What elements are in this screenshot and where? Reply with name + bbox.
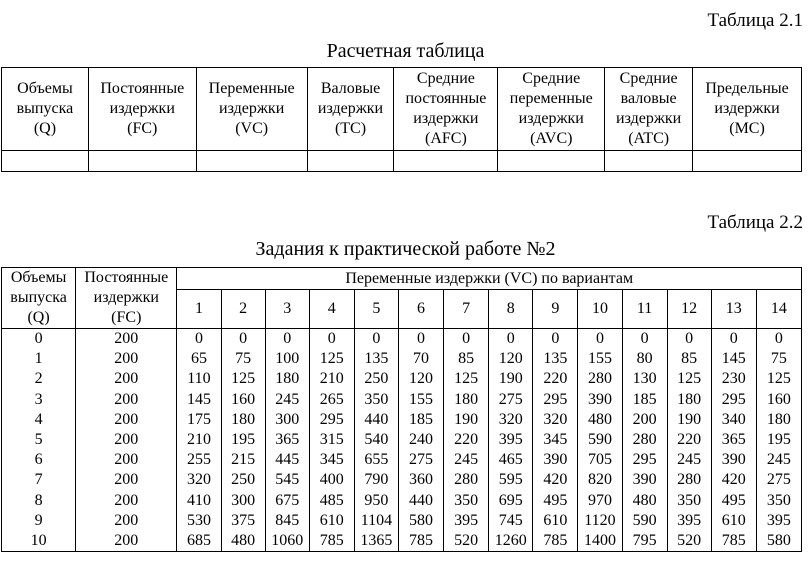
cell-vc: 250 xyxy=(354,369,398,389)
calculation-table-header-row xyxy=(2,68,802,151)
header-line: (MC) xyxy=(729,120,765,137)
table-row xyxy=(2,369,802,389)
cell-vc: 745 xyxy=(489,511,533,531)
cell-q: 2 xyxy=(2,369,76,389)
header-line: Средние xyxy=(416,70,475,87)
cell-vc: 390 xyxy=(711,450,756,470)
cell-q: 1 xyxy=(2,349,76,369)
cell-vc: 685 xyxy=(177,531,221,552)
empty-cell[interactable] xyxy=(2,151,89,172)
column-header xyxy=(88,68,196,151)
cell-vc: 190 xyxy=(667,410,711,430)
cell-vc: 320 xyxy=(533,410,578,430)
cell-fc: 200 xyxy=(76,349,177,369)
cell-vc: 125 xyxy=(444,369,489,389)
cell-vc: 785 xyxy=(309,531,354,552)
table-row xyxy=(2,430,802,450)
table-row xyxy=(2,390,802,410)
cell-q: 0 xyxy=(2,329,76,350)
cell-vc: 970 xyxy=(578,491,622,511)
cell-vc: 135 xyxy=(354,349,398,369)
cell-vc: 85 xyxy=(667,349,711,369)
header-line: выпуска xyxy=(10,289,67,306)
cell-q: 10 xyxy=(2,531,76,552)
header-line: постоянные xyxy=(405,90,487,107)
cell-vc: 250 xyxy=(221,470,265,490)
cell-vc: 0 xyxy=(221,329,265,350)
cell-vc: 350 xyxy=(444,491,489,511)
cell-vc: 485 xyxy=(309,491,354,511)
cell-vc: 220 xyxy=(667,430,711,450)
cell-vc: 295 xyxy=(622,450,667,470)
cell-q: 5 xyxy=(2,430,76,450)
cell-vc: 70 xyxy=(398,349,443,369)
cell-vc: 110 xyxy=(177,369,221,389)
cell-vc: 345 xyxy=(533,430,578,450)
cell-vc: 130 xyxy=(622,369,667,389)
cell-vc: 345 xyxy=(309,450,354,470)
table-row xyxy=(2,410,802,430)
empty-cell[interactable] xyxy=(693,151,802,172)
cell-vc: 185 xyxy=(398,410,443,430)
column-header xyxy=(307,68,394,151)
variant-header: 13 xyxy=(711,290,756,329)
table-row xyxy=(2,491,802,511)
cell-vc: 790 xyxy=(354,470,398,490)
cell-vc: 160 xyxy=(756,390,801,410)
header-line: Валовые xyxy=(320,80,381,97)
table1-caption: Таблица 2.1 xyxy=(707,10,803,31)
cell-vc: 465 xyxy=(489,450,533,470)
cell-vc: 675 xyxy=(265,491,309,511)
header-line: издержки xyxy=(616,110,682,127)
cell-vc: 75 xyxy=(756,349,801,369)
header-line: Средние xyxy=(619,70,678,87)
cell-fc: 200 xyxy=(76,511,177,531)
cell-vc: 180 xyxy=(756,410,801,430)
cell-vc: 275 xyxy=(398,450,443,470)
cell-vc: 0 xyxy=(622,329,667,350)
header-line: Постоянные xyxy=(100,80,185,97)
cell-vc: 580 xyxy=(756,531,801,552)
table2-caption: Таблица 2.2 xyxy=(707,212,803,233)
cell-vc: 155 xyxy=(398,390,443,410)
header-variable-costs: Переменные издержки (VC) по вариантам xyxy=(177,268,802,290)
cell-vc: 0 xyxy=(398,329,443,350)
cell-vc: 480 xyxy=(578,410,622,430)
cell-vc: 350 xyxy=(667,491,711,511)
header-fixed-costs xyxy=(76,268,177,329)
cell-vc: 1400 xyxy=(578,531,622,552)
cell-vc: 365 xyxy=(711,430,756,450)
cell-vc: 180 xyxy=(265,369,309,389)
cell-vc: 795 xyxy=(622,531,667,552)
cell-vc: 0 xyxy=(756,329,801,350)
header-line: издержки xyxy=(413,110,479,127)
header-line: Объемы xyxy=(17,80,73,97)
table-row xyxy=(2,511,802,531)
cell-vc: 0 xyxy=(265,329,309,350)
empty-cell[interactable] xyxy=(307,151,394,172)
column-header xyxy=(196,68,307,151)
header-line: валовые xyxy=(620,90,677,107)
cell-vc: 300 xyxy=(221,491,265,511)
header-line: издержки xyxy=(219,100,285,117)
cell-vc: 300 xyxy=(265,410,309,430)
cell-vc: 180 xyxy=(444,390,489,410)
cell-vc: 340 xyxy=(711,410,756,430)
table2-title: Задания к практической работе №2 xyxy=(255,238,556,260)
cell-vc: 705 xyxy=(578,450,622,470)
cell-vc: 420 xyxy=(711,470,756,490)
cell-vc: 610 xyxy=(309,511,354,531)
cell-vc: 295 xyxy=(533,390,578,410)
variant-header: 2 xyxy=(221,290,265,329)
cell-vc: 245 xyxy=(444,450,489,470)
cell-vc: 410 xyxy=(177,491,221,511)
cell-vc: 0 xyxy=(489,329,533,350)
cell-vc: 350 xyxy=(354,390,398,410)
cell-vc: 545 xyxy=(265,470,309,490)
cell-vc: 0 xyxy=(354,329,398,350)
cell-vc: 655 xyxy=(354,450,398,470)
table-row xyxy=(2,531,802,552)
cell-vc: 245 xyxy=(667,450,711,470)
cell-vc: 395 xyxy=(667,511,711,531)
cell-vc: 390 xyxy=(578,390,622,410)
cell-vc: 85 xyxy=(444,349,489,369)
empty-cell[interactable] xyxy=(196,151,307,172)
cell-vc: 195 xyxy=(756,430,801,450)
cell-q: 7 xyxy=(2,470,76,490)
cell-vc: 230 xyxy=(711,369,756,389)
cell-vc: 180 xyxy=(221,410,265,430)
cell-vc: 580 xyxy=(398,511,443,531)
cell-vc: 215 xyxy=(221,450,265,470)
cell-vc: 0 xyxy=(177,329,221,350)
header-line: (Q) xyxy=(27,309,50,326)
cell-vc: 120 xyxy=(489,349,533,369)
cell-vc: 360 xyxy=(398,470,443,490)
cell-q: 4 xyxy=(2,410,76,430)
cell-vc: 280 xyxy=(444,470,489,490)
cell-vc: 80 xyxy=(622,349,667,369)
cell-vc: 275 xyxy=(756,470,801,490)
cell-fc: 200 xyxy=(76,450,177,470)
variant-header: 7 xyxy=(444,290,489,329)
cell-q: 6 xyxy=(2,450,76,470)
cell-vc: 495 xyxy=(533,491,578,511)
cell-vc: 160 xyxy=(221,390,265,410)
cell-vc: 220 xyxy=(533,369,578,389)
cell-vc: 445 xyxy=(265,450,309,470)
header-line: издержки xyxy=(714,100,780,117)
table-row xyxy=(2,329,802,350)
variant-header: 12 xyxy=(667,290,711,329)
header-line: (ATC) xyxy=(628,130,670,147)
cell-vc: 0 xyxy=(533,329,578,350)
header-line: (VC) xyxy=(235,120,269,137)
cell-vc: 1060 xyxy=(265,531,309,552)
cell-vc: 220 xyxy=(444,430,489,450)
header-line: выпуска xyxy=(16,100,74,117)
cell-vc: 180 xyxy=(667,390,711,410)
cell-vc: 320 xyxy=(489,410,533,430)
header-line: (FC) xyxy=(111,309,142,326)
cell-vc: 390 xyxy=(533,450,578,470)
variant-header: 8 xyxy=(489,290,533,329)
cell-vc: 1260 xyxy=(489,531,533,552)
cell-vc: 480 xyxy=(622,491,667,511)
empty-cell[interactable] xyxy=(394,151,498,172)
header-line: (AFC) xyxy=(425,130,467,147)
cell-vc: 590 xyxy=(578,430,622,450)
cell-vc: 280 xyxy=(622,430,667,450)
cell-vc: 395 xyxy=(489,430,533,450)
cell-vc: 610 xyxy=(711,511,756,531)
cell-vc: 65 xyxy=(177,349,221,369)
variant-header: 9 xyxy=(533,290,578,329)
cell-vc: 295 xyxy=(309,410,354,430)
cell-fc: 200 xyxy=(76,329,177,350)
cell-vc: 125 xyxy=(221,369,265,389)
header-line: Объемы xyxy=(10,269,67,286)
header-line: переменные xyxy=(509,90,593,107)
cell-vc: 480 xyxy=(221,531,265,552)
cell-vc: 200 xyxy=(622,410,667,430)
cell-fc: 200 xyxy=(76,390,177,410)
cell-vc: 75 xyxy=(221,349,265,369)
cell-vc: 695 xyxy=(489,491,533,511)
variant-header: 1 xyxy=(177,290,221,329)
cell-vc: 315 xyxy=(309,430,354,450)
cell-vc: 785 xyxy=(398,531,443,552)
table-row xyxy=(2,450,802,470)
table1-title: Расчетная таблица xyxy=(326,40,485,62)
assignment-table-header-row xyxy=(2,268,802,290)
cell-vc: 240 xyxy=(398,430,443,450)
cell-vc: 350 xyxy=(756,491,801,511)
cell-vc: 0 xyxy=(667,329,711,350)
cell-vc: 320 xyxy=(177,470,221,490)
variant-header: 11 xyxy=(622,290,667,329)
cell-vc: 950 xyxy=(354,491,398,511)
cell-q: 3 xyxy=(2,390,76,410)
header-line: (TC) xyxy=(334,120,367,137)
cell-vc: 280 xyxy=(667,470,711,490)
cell-vc: 210 xyxy=(309,369,354,389)
cell-q: 8 xyxy=(2,491,76,511)
cell-vc: 295 xyxy=(711,390,756,410)
cell-vc: 245 xyxy=(265,390,309,410)
cell-vc: 495 xyxy=(711,491,756,511)
cell-vc: 520 xyxy=(444,531,489,552)
cell-vc: 125 xyxy=(756,369,801,389)
cell-vc: 275 xyxy=(489,390,533,410)
cell-vc: 145 xyxy=(711,349,756,369)
cell-vc: 265 xyxy=(309,390,354,410)
header-line: (AVC) xyxy=(530,130,573,147)
cell-vc: 145 xyxy=(177,390,221,410)
cell-vc: 530 xyxy=(177,511,221,531)
cell-vc: 365 xyxy=(265,430,309,450)
variant-header: 14 xyxy=(756,290,801,329)
cell-vc: 595 xyxy=(489,470,533,490)
cell-vc: 135 xyxy=(533,349,578,369)
cell-vc: 590 xyxy=(622,511,667,531)
variant-header: 4 xyxy=(309,290,354,329)
table-row xyxy=(2,470,802,490)
cell-fc: 200 xyxy=(76,470,177,490)
cell-fc: 200 xyxy=(76,491,177,511)
empty-cell[interactable] xyxy=(498,151,605,172)
cell-vc: 120 xyxy=(398,369,443,389)
cell-fc: 200 xyxy=(76,430,177,450)
cell-vc: 190 xyxy=(444,410,489,430)
cell-vc: 125 xyxy=(667,369,711,389)
cell-vc: 0 xyxy=(309,329,354,350)
cell-vc: 125 xyxy=(309,349,354,369)
cell-vc: 190 xyxy=(489,369,533,389)
header-line: издержки xyxy=(93,289,159,306)
cell-vc: 785 xyxy=(711,531,756,552)
header-line: Переменные xyxy=(208,80,295,97)
assignment-table xyxy=(1,267,802,552)
cell-q: 9 xyxy=(2,511,76,531)
cell-vc: 210 xyxy=(177,430,221,450)
cell-vc: 0 xyxy=(711,329,756,350)
cell-vc: 1365 xyxy=(354,531,398,552)
header-output-volume xyxy=(2,268,76,329)
header-line: издержки xyxy=(317,100,384,117)
cell-vc: 520 xyxy=(667,531,711,552)
table-row xyxy=(2,349,802,369)
header-line: (Q) xyxy=(33,120,57,137)
cell-vc: 395 xyxy=(444,511,489,531)
cell-vc: 375 xyxy=(221,511,265,531)
header-line: Постоянные xyxy=(84,269,169,286)
cell-vc: 0 xyxy=(444,329,489,350)
cell-vc: 440 xyxy=(398,491,443,511)
cell-vc: 440 xyxy=(354,410,398,430)
variant-header: 5 xyxy=(354,290,398,329)
cell-vc: 280 xyxy=(578,369,622,389)
column-header xyxy=(394,68,498,151)
cell-vc: 100 xyxy=(265,349,309,369)
cell-vc: 845 xyxy=(265,511,309,531)
cell-vc: 400 xyxy=(309,470,354,490)
cell-vc: 195 xyxy=(221,430,265,450)
cell-vc: 1120 xyxy=(578,511,622,531)
cell-vc: 420 xyxy=(533,470,578,490)
cell-fc: 200 xyxy=(76,410,177,430)
cell-vc: 255 xyxy=(177,450,221,470)
column-header xyxy=(605,68,693,151)
variant-header: 3 xyxy=(265,290,309,329)
cell-vc: 175 xyxy=(177,410,221,430)
cell-vc: 1104 xyxy=(354,511,398,531)
cell-vc: 785 xyxy=(533,531,578,552)
header-line: (FC) xyxy=(127,120,158,137)
cell-vc: 245 xyxy=(756,450,801,470)
cell-vc: 155 xyxy=(578,349,622,369)
variant-header: 10 xyxy=(578,290,622,329)
cell-vc: 390 xyxy=(622,470,667,490)
cell-vc: 610 xyxy=(533,511,578,531)
calculation-table xyxy=(1,67,802,172)
column-header xyxy=(693,68,802,151)
empty-cell[interactable] xyxy=(605,151,693,172)
cell-fc: 200 xyxy=(76,531,177,552)
column-header xyxy=(498,68,605,151)
header-line: Средние xyxy=(522,70,581,87)
cell-vc: 395 xyxy=(756,511,801,531)
column-header xyxy=(2,68,89,151)
header-line: издержки xyxy=(518,110,584,127)
cell-vc: 540 xyxy=(354,430,398,450)
empty-cell[interactable] xyxy=(88,151,196,172)
cell-vc: 0 xyxy=(578,329,622,350)
cell-vc: 820 xyxy=(578,470,622,490)
calculation-table-empty-row xyxy=(2,151,802,172)
cell-vc: 185 xyxy=(622,390,667,410)
header-line: издержки xyxy=(109,100,175,117)
header-line: Предельные xyxy=(705,80,789,97)
variant-header: 6 xyxy=(398,290,443,329)
cell-fc: 200 xyxy=(76,369,177,389)
